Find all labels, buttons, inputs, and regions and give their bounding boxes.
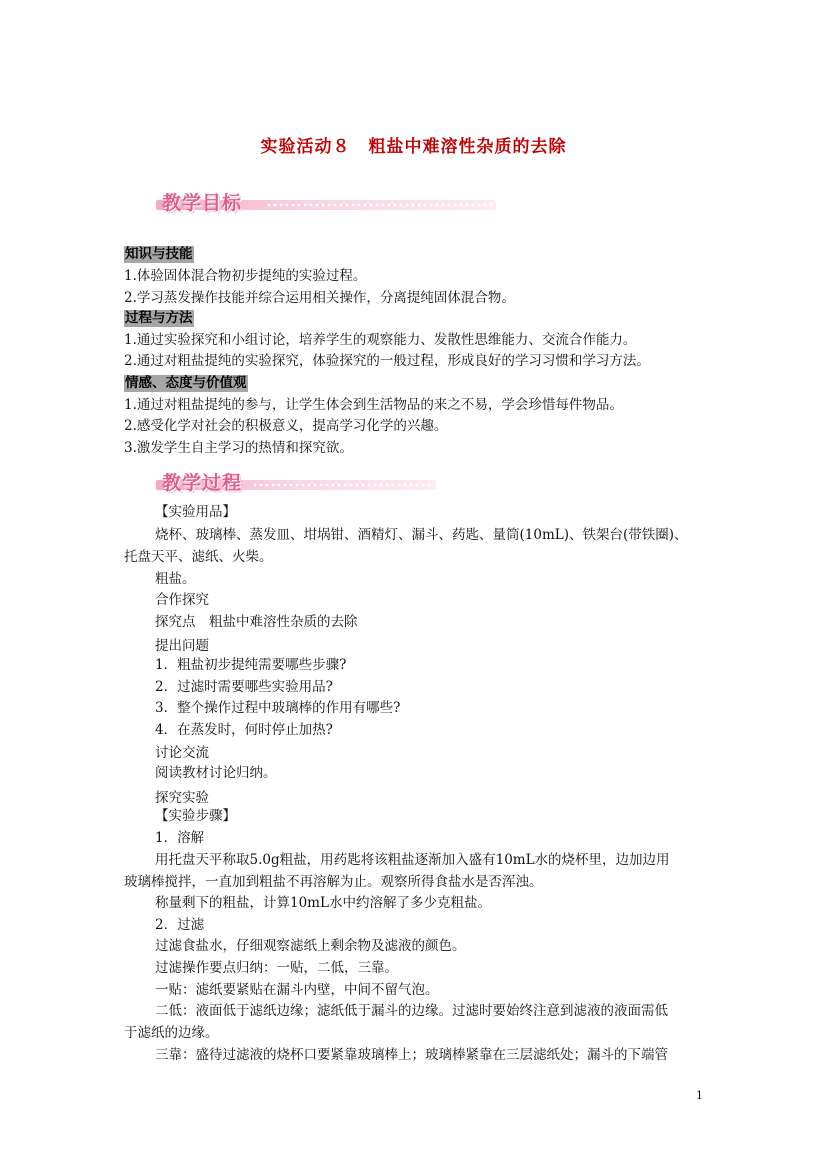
body-line: 2．过滤时需要哪些实验用品? — [155, 679, 333, 695]
body-line: 一贴：滤纸要紧贴在漏斗内壁，中间不留气泡。 — [155, 982, 439, 998]
banner-teaching-process — [156, 468, 436, 494]
body-line: 于滤纸的边缘。 — [124, 1025, 219, 1041]
body-line: 4．在蒸发时，何时停止加热? — [155, 722, 333, 738]
body-line: 提出问题 — [155, 638, 209, 654]
attitude-item: 3.激发学生自主学习的热情和探究欲。 — [124, 440, 353, 456]
page-number: 1 — [696, 1089, 703, 1102]
body-line: 讨论交流 — [155, 745, 209, 761]
knowledge-item: 1.体验固体混合物初步提纯的实验过程。 — [124, 268, 367, 284]
body-line: 【实验用品】 — [155, 504, 236, 520]
knowledge-item: 2.学习蒸发操作技能并综合运用相关操作，分离提纯固体混合物。 — [124, 290, 515, 306]
process-item: 1.通过实验探究和小组讨论，培养学生的观察能力、发散性思维能力、交流合作能力。 — [124, 332, 637, 348]
process-item: 2.通过对粗盐提纯的实验探究，体验探究的一般过程，形成良好的学习习惯和学习方法。 — [124, 353, 650, 369]
banner-teaching-goals — [156, 188, 496, 214]
body-line: 烧杯、玻璃棒、蒸发皿、坩埚钳、酒精灯、漏斗、药匙、量筒(10mL)、铁架台(带铁圈)、 — [155, 527, 688, 543]
body-line: 用托盘天平称取5.0g粗盐，用药匙将该粗盐逐渐加入盛有10mL水的烧杯里，边加边用 — [155, 852, 670, 868]
banner-dots — [266, 202, 492, 208]
body-line: 合作探究 — [155, 592, 209, 608]
body-line: 探究实验 — [155, 790, 209, 806]
banner-label: 教学目标 — [162, 192, 243, 214]
section-heading-knowledge: 知识与技能 — [125, 246, 193, 262]
body-line: 1．粗盐初步提纯需要哪些步骤? — [155, 657, 347, 673]
section-heading-attitude: 情感、态度与价值观 — [125, 375, 247, 391]
body-line: 3．整个操作过程中玻璃棒的作用有哪些? — [155, 700, 401, 716]
body-line: 2．过滤 — [155, 917, 205, 933]
body-line: 阅读教材讨论归纳。 — [155, 765, 277, 781]
body-line: 探究点 粗盐中难溶性杂质的去除 — [155, 614, 358, 630]
banner-dots — [252, 482, 432, 488]
attitude-item: 2.感受化学对社会的积极意义，提高学习化学的兴趣。 — [124, 418, 448, 434]
body-line: 1．溶解 — [155, 830, 205, 846]
page-title: 实验活动８ 粗盐中难溶性杂质的去除 — [260, 137, 567, 157]
banner-label: 教学过程 — [162, 472, 243, 494]
body-line: 粗盐。 — [155, 571, 196, 587]
body-line: 【实验步骤】 — [155, 808, 236, 824]
body-line: 玻璃棒搅拌，一直加到粗盐不再溶解为止。观察所得食盐水是否浑浊。 — [124, 874, 543, 890]
body-line: 称量剩下的粗盐，计算10mL水中约溶解了多少克粗盐。 — [155, 895, 491, 911]
section-heading-process: 过程与方法 — [125, 310, 193, 326]
attitude-item: 1.通过对粗盐提纯的参与，让学生体会到生活物品的来之不易，学会珍惜每件物品。 — [124, 397, 623, 413]
body-line: 三靠：盛待过滤液的烧杯口要紧靠玻璃棒上；玻璃棒紧靠在三层滤纸处；漏斗的下端管 — [155, 1047, 668, 1063]
body-line: 过滤操作要点归纳：一贴，二低，三靠。 — [155, 960, 398, 976]
body-line: 二低：液面低于滤纸边缘；滤纸低于漏斗的边缘。过滤时要始终注意到滤液的液面需低 — [155, 1003, 668, 1019]
body-line: 过滤食盐水，仔细观察滤纸上剩余物及滤液的颜色。 — [155, 938, 466, 954]
body-line: 托盘天平、滤纸、火柴。 — [124, 549, 273, 565]
